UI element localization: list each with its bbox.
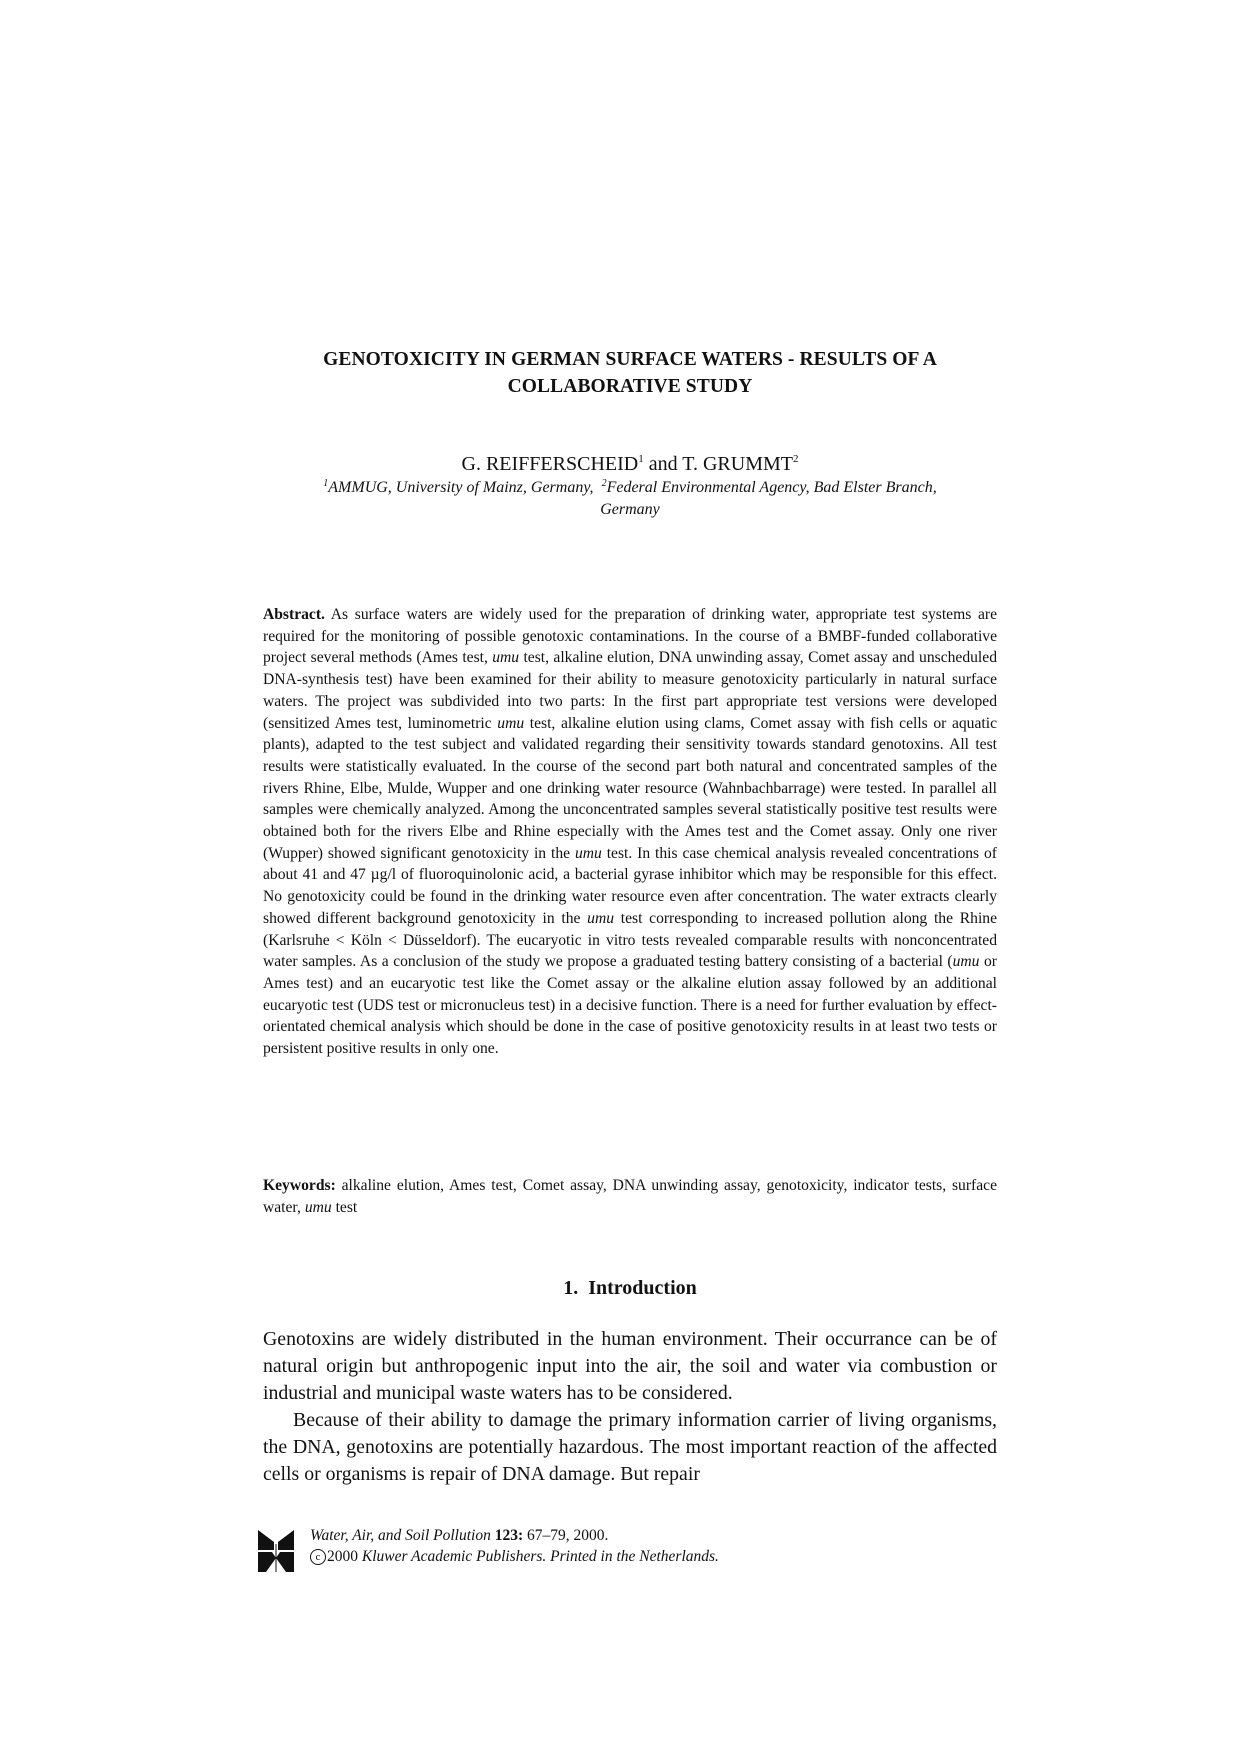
keywords-label: Keywords: [263, 1177, 336, 1194]
section-heading-introduction [262, 1276, 998, 1300]
kluwer-publisher-logo-icon [258, 1528, 294, 1572]
body-paragraph-1: Genotoxins are widely distributed in the human environment. Their occurrance can be of natural origin but anthropogenic input into the air, the soil and water via combustion or industrial and municipal waste waters has to be considered. [263, 1328, 997, 1404]
affiliation-2-mark: 2 [601, 478, 607, 489]
introduction-body [263, 1326, 997, 1488]
abstract-text: test. In this case chemical analysis revealed concentrations of about 41 and 47 µg/l of fluoroquinolonic acid, a bacterial gyrase inhibitor which may be responsible for this effect. No genotoxicity could be found in the drinking water resource even after concentration. The water extracts clearly showed different background genotoxicity in the [263, 844, 997, 927]
citation-lines [310, 1525, 719, 1567]
affiliation-2: Federal Environmental Agency, Bad Elster Branch, [606, 479, 937, 496]
keywords [263, 1175, 997, 1218]
abstract-italic-term: umu [587, 909, 615, 927]
abstract-text: test, alkaline elution, DNA unwinding assay, Comet assay and unscheduled DNA-synthesis test) have been examined for their ability to measure genotoxicity particularly in natural surface waters. The project was subdivided into two parts: In the first part appropriate test versions were developed (sensitized Ames test, luminometric [263, 649, 997, 732]
keywords-italic-term: umu [304, 1198, 332, 1216]
author-connector: and [643, 453, 683, 475]
author-1-affiliation-mark: 1 [638, 453, 644, 465]
author-list [262, 447, 998, 476]
abstract-italic-term: umu [574, 844, 602, 862]
affiliations [262, 473, 998, 521]
copyright-line [310, 1546, 719, 1567]
paper-title-line-2: COLLABORATIVE STUDY [507, 376, 753, 397]
copyright-year: 2000 [327, 1548, 358, 1565]
journal-name: Water, Air, and Soil Pollution [310, 1527, 491, 1544]
abstract-italic-term: umu [952, 953, 980, 971]
author-1: G. REIFFERSCHEID [461, 453, 639, 475]
abstract-italic-term: umu [492, 649, 520, 667]
journal-pages-year: 67–79, 2000. [523, 1527, 609, 1544]
paper-title-line-1: GENOTOXICITY IN GERMAN SURFACE WATERS - RESULTS OF A [323, 349, 937, 370]
affiliation-1-mark: 1 [323, 478, 329, 489]
publication-footer [258, 1525, 818, 1573]
paper-title [262, 346, 998, 400]
copyright-icon: c [310, 1549, 326, 1565]
abstract-label: Abstract. [263, 606, 325, 623]
citation-line [310, 1525, 719, 1546]
section-title: Introduction [588, 1277, 697, 1299]
affiliation-2-continued: Germany [600, 501, 660, 518]
affiliation-1: AMMUG, University of Mainz, Germany, [328, 479, 594, 496]
abstract [263, 604, 997, 1060]
keywords-text: alkaline elution, Ames test, Comet assay, DNA unwinding assay, genotoxicity, indicator tests, surface water, [263, 1177, 997, 1216]
author-2: T. GRUMMT [682, 453, 793, 475]
abstract-text: or Ames test) and an eucaryotic test like the Comet assay or the alkaline elution assay followed by an additional eucaryotic test (UDS test or micronucleus test) in a decisive function. There is a need for further evaluation by effect-orientated chemical analysis which should be done in the case of positive genotoxicity results in at least two tests or persistent positive results in only one. [263, 953, 997, 1058]
body-paragraph-2: Because of their ability to damage the primary information carrier of living organisms, the DNA, genotoxins are potentially hazardous. The most important reaction of the affected cells or organisms is repair of DNA damage. But repair [263, 1409, 997, 1485]
abstract-italic-term: umu [497, 714, 525, 732]
keywords-tail: test [331, 1198, 358, 1216]
abstract-text: As surface waters are widely used for the preparation of drinking water, appropriate test systems are required for the monitoring of possible genotoxic contaminations. In the course of a BMBF-funded collaborative project several methods (Ames test, [263, 606, 997, 667]
section-number: 1. [563, 1277, 579, 1299]
publisher-notice: Kluwer Academic Publishers. Printed in the Netherlands. [358, 1548, 719, 1565]
affiliation-line-1 [262, 473, 998, 499]
abstract-text: test, alkaline elution using clams, Comet assay with fish cells or aquatic plants), adapted to the test subject and validated regarding their sensitivity towards standard genotoxins. All test results were statistically evaluated. In the course of the second part both natural and concentrated samples of the rivers Rhine, Elbe, Mulde, Wupper and one drinking water resource (Wahnbachbarrage) were tested. In parallel all samples were chemically analyzed. Among the unconcentrated samples several statistically positive test results were obtained both for the rivers Elbe and Rhine especially with the Ames test and the Comet assay. Only one river (Wupper) showed significant genotoxicity in the [263, 714, 997, 862]
abstract-text: test corresponding to increased pollution along the Rhine (Karlsruhe < Köln < Düsseldorf). The eucaryotic in vitro tests revealed comparable results with nonconcentrated water samples. As a conclusion of the study we propose a graduated testing battery consisting of a bacterial ( [263, 909, 997, 971]
author-2-affiliation-mark: 2 [792, 453, 799, 465]
journal-volume: 123: [494, 1527, 524, 1544]
